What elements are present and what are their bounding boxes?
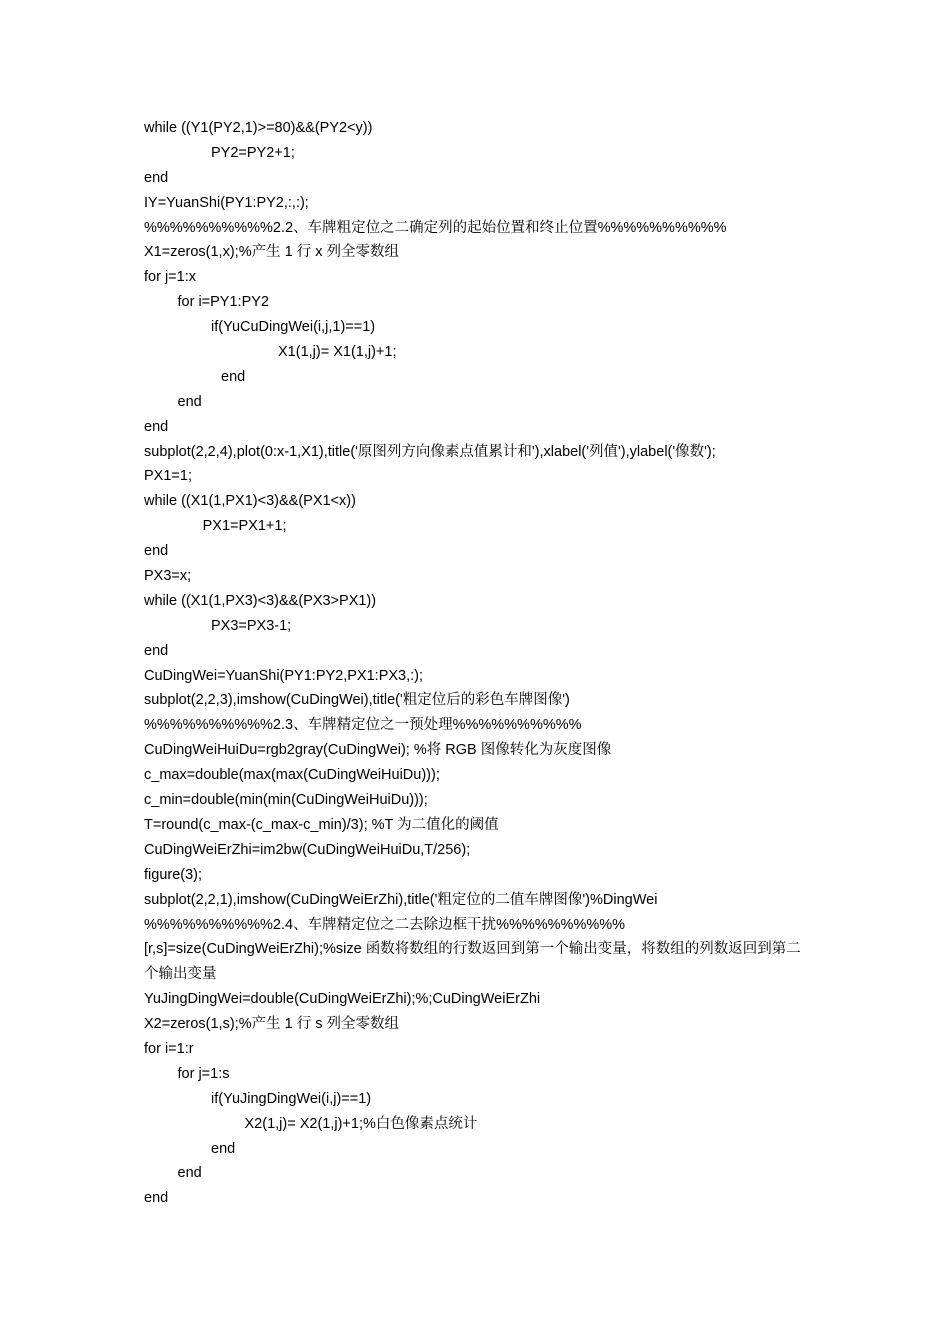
code-line: if(YuJingDingWei(i,j)==1) — [211, 1090, 372, 1107]
code-line: X1(1,j)= X1(1,j)+1; — [278, 344, 397, 361]
code-line: PX3=x; — [144, 568, 192, 585]
code-line: PX1=PX1+1; — [202, 518, 287, 535]
code-line: while ((X1(1,PX1)<3)&&(PX1<x)) — [144, 493, 356, 510]
code-line: end — [144, 418, 169, 435]
code-line: PX3=PX3-1; — [211, 617, 292, 634]
code-line: end — [144, 169, 169, 186]
code-line: CuDingWei=YuanShi(PY1:PY2,PX1:PX3,:); — [144, 667, 424, 684]
code-line: end — [221, 368, 246, 385]
code-line: X1=zeros(1,x);%产生 1 行 x 列全零数组 — [144, 244, 400, 261]
code-line: CuDingWeiHuiDu=rgb2gray(CuDingWei); %将 RGB 图像转化为灰度图像 — [144, 742, 612, 759]
code-line: CuDingWeiErZhi=im2bw(CuDingWeiHuiDu,T/256); — [144, 841, 471, 858]
code-line: end — [177, 393, 202, 410]
code-line: end — [144, 543, 169, 560]
code-line: X2(1,j)= X2(1,j)+1;%白色像素点统计 — [244, 1115, 478, 1132]
code-line: while ((Y1(PY2,1)>=80)&&(PY2<y)) — [144, 120, 373, 136]
code-line: c_max=double(max(max(CuDingWeiHuiDu))); — [144, 767, 440, 784]
code-line: IY=YuanShi(PY1:PY2,:,:); — [144, 194, 309, 211]
code-listing — [144, 116, 824, 1211]
code-line: figure(3); — [144, 866, 203, 883]
code-line: end — [177, 1165, 202, 1182]
code-line: for j=1:x — [144, 269, 196, 286]
code-line: end — [144, 642, 169, 659]
code-line: T=round(c_max-(c_max-c_min)/3); %T 为二值化的阈值 — [144, 816, 499, 833]
code-line: %%%%%%%%%%2.4、车牌精定位之二去除边框干扰%%%%%%%%%% — [144, 916, 626, 933]
code-line: PY2=PY2+1; — [211, 144, 295, 161]
code-line: X2=zeros(1,s);%产生 1 行 s 列全零数组 — [144, 1016, 400, 1033]
code-line: %%%%%%%%%%2.2、车牌粗定位之二确定列的起始位置和终止位置%%%%%%%%%% — [144, 219, 727, 236]
code-line: while ((X1(1,PX3)<3)&&(PX3>PX1)) — [144, 592, 377, 609]
code-line: c_min=double(min(min(CuDingWeiHuiDu))); — [144, 792, 428, 809]
code-line: for j=1:s — [177, 1065, 230, 1082]
code-line: PX1=1; — [144, 468, 192, 485]
code-line: end — [144, 1190, 169, 1207]
code-line: [r,s]=size(CuDingWeiErZhi);%size 函数将数组的行数返回到第一个输出变量，将数组的列数返回到第二个输出变量 — [144, 941, 801, 983]
code-line: %%%%%%%%%%2.3、车牌精定位之一预处理%%%%%%%%%% — [144, 717, 582, 734]
code-line: subplot(2,2,3),imshow(CuDingWei),title('粗定位后的彩色车牌图像') — [144, 692, 570, 709]
code-line: end — [211, 1140, 236, 1157]
code-line: subplot(2,2,4),plot(0:x-1,X1),title('原图列方向像素点值累计和'),xlabel('列值'),ylabel('像数'); — [144, 443, 716, 460]
code-line: for i=1:r — [144, 1040, 194, 1057]
code-line: subplot(2,2,1),imshow(CuDingWeiErZhi),title('粗定位的二值车牌图像')%DingWei — [144, 891, 658, 908]
code-line: for i=PY1:PY2 — [177, 294, 269, 311]
code-line: YuJingDingWei=double(CuDingWeiErZhi);%;CuDingWeiErZhi — [144, 991, 541, 1008]
code-line: if(YuCuDingWei(i,j,1)==1) — [211, 319, 376, 336]
